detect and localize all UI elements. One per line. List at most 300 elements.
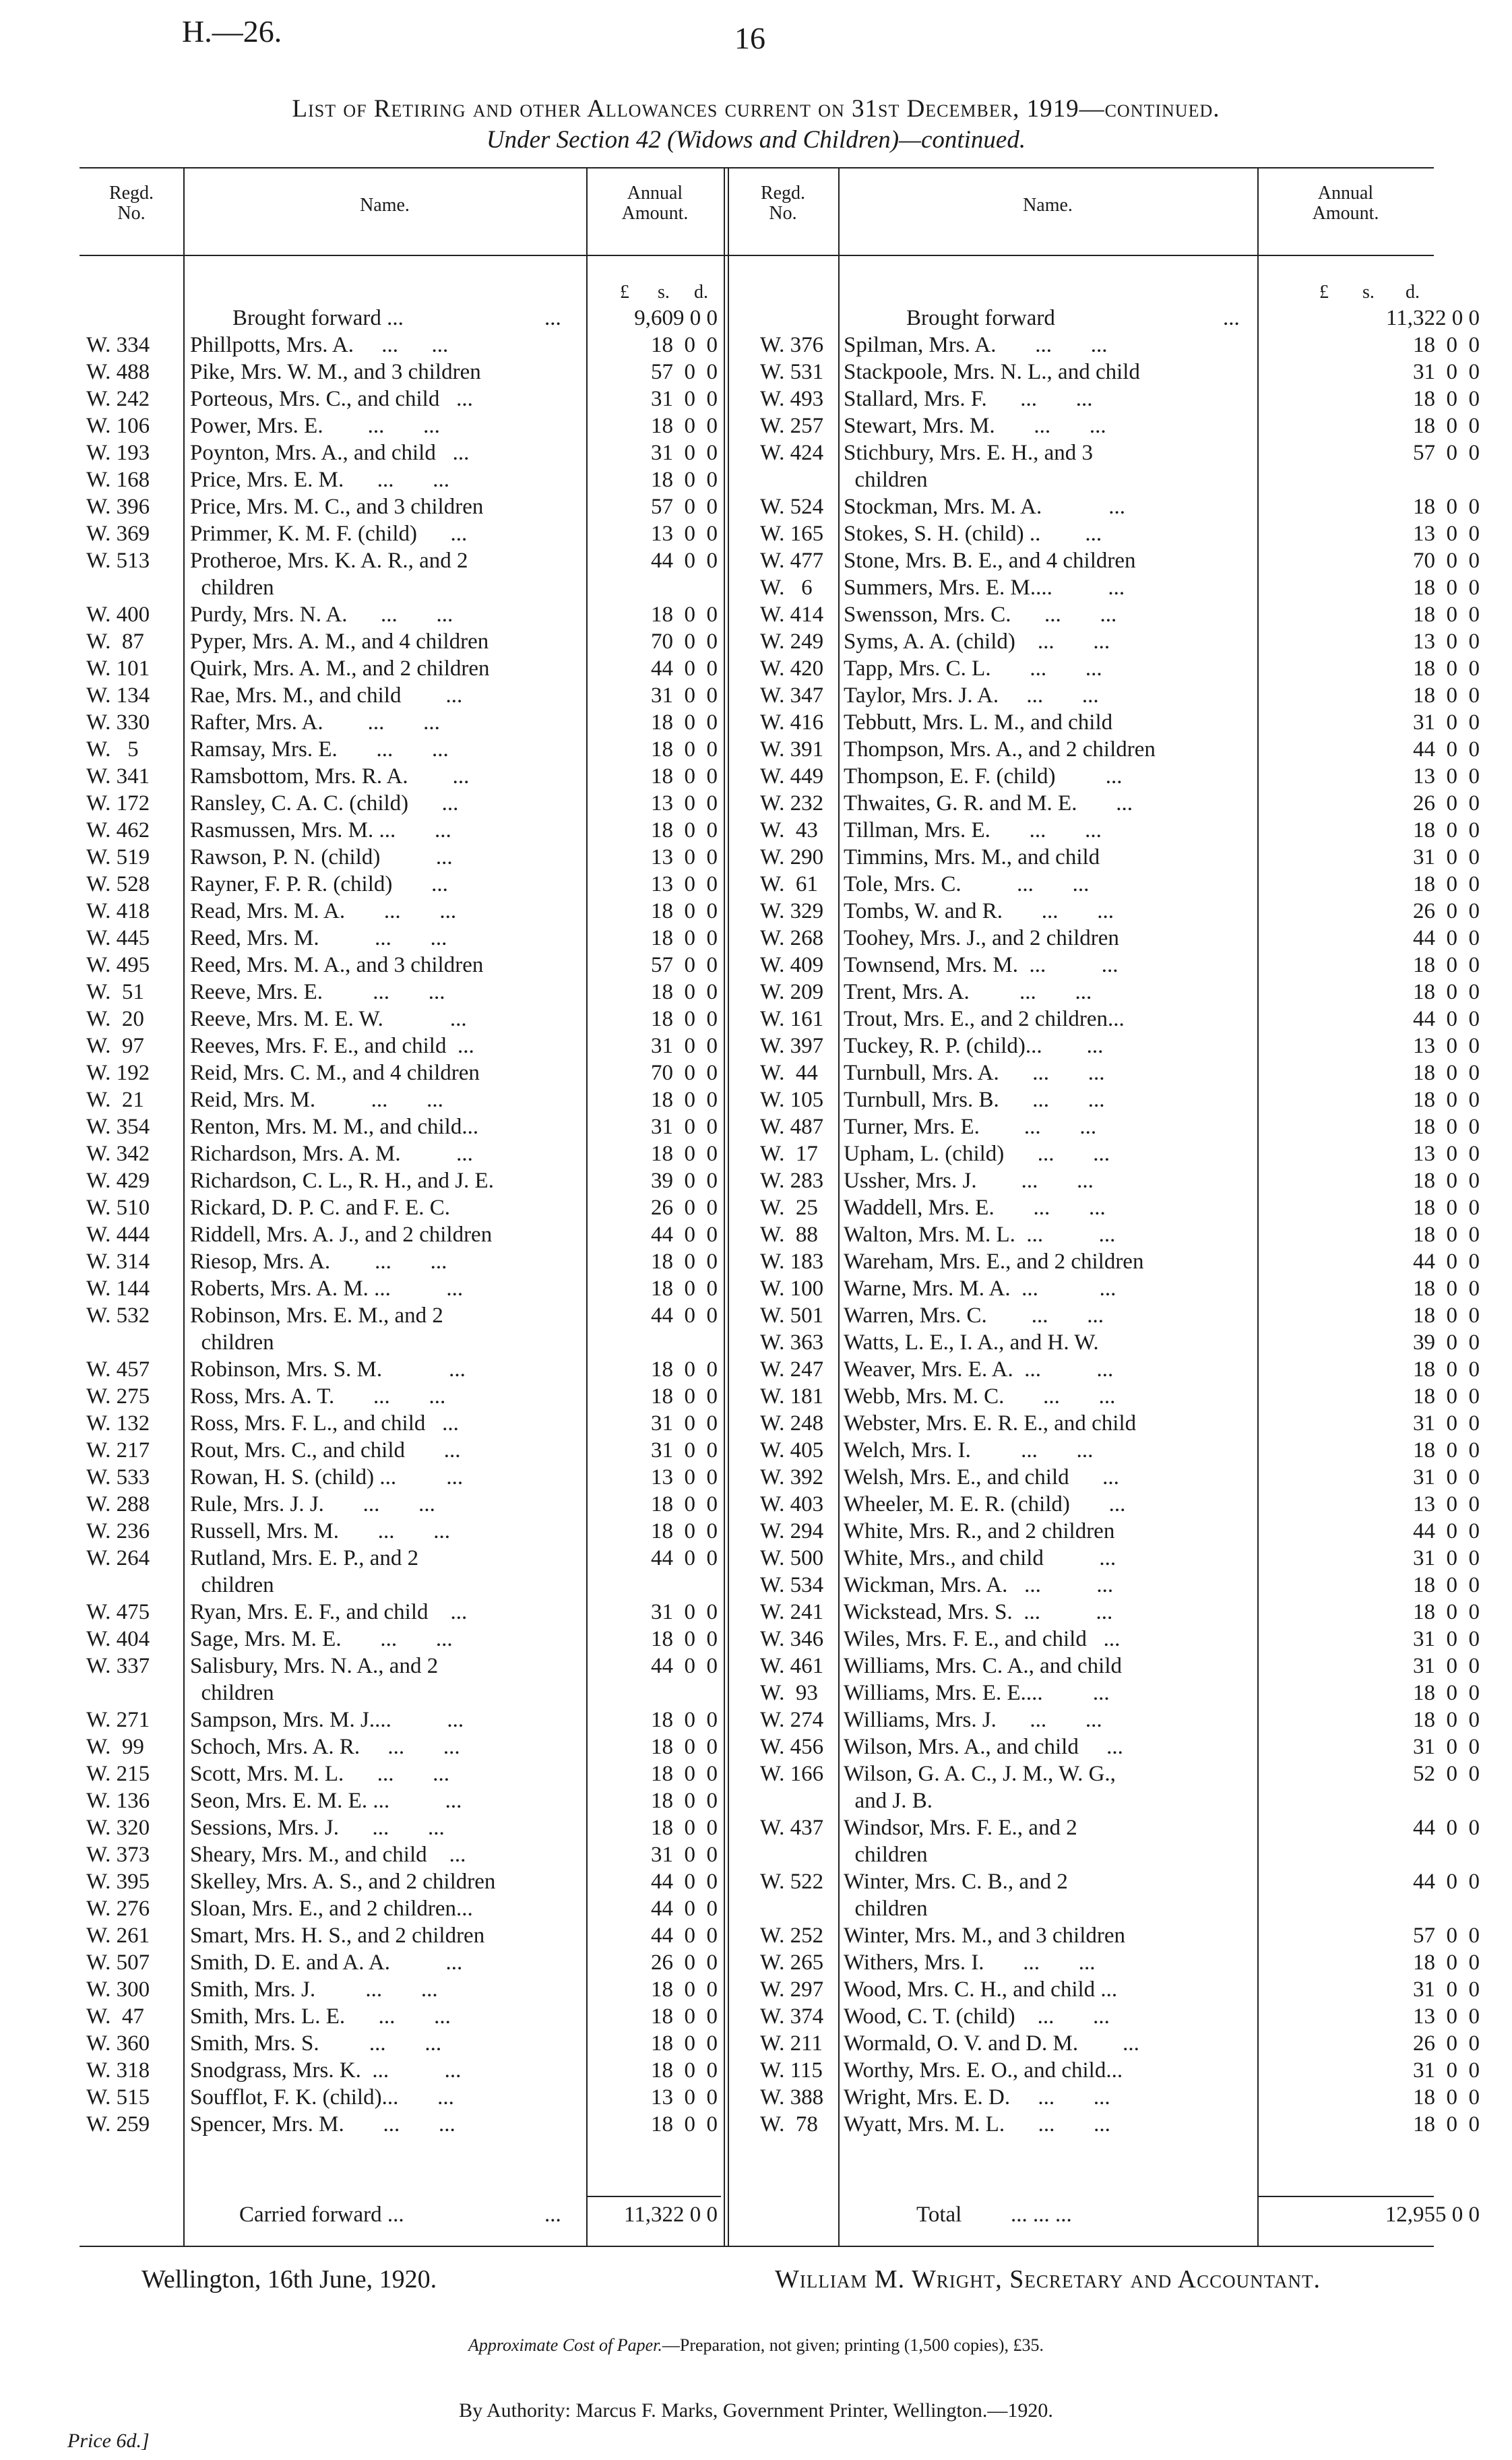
allowee-name: Scott, Mrs. M. L. ... ...: [190, 1762, 450, 1786]
allowee-name: Wareham, Mrs. E., and 2 children: [844, 1250, 1144, 1274]
regd-number: W. 297: [760, 1977, 824, 2002]
regd-number: W. 522: [760, 1870, 824, 1894]
printer-authority: By Authority: Marcus F. Marks, Government Printer, Wellington.—1920.: [459, 2399, 1053, 2422]
allowee-name: Reeve, Mrs. E. ... ...: [190, 980, 445, 1004]
regd-number: W. 373: [86, 1843, 150, 1867]
annual-amount: 44 0 0: [651, 549, 718, 573]
annual-amount: 44 0 0: [1413, 1816, 1480, 1840]
pound-header: £: [620, 282, 629, 303]
annual-amount: 18 0 0: [651, 468, 718, 492]
allowee-name: Townsend, Mrs. M. ... ...: [844, 953, 1119, 977]
allowee-name: children: [190, 576, 274, 600]
allowee-name: Reid, Mrs. M. ... ...: [190, 1088, 443, 1112]
annual-amount: 52 0 0: [1413, 1762, 1480, 1786]
allowee-name: Sampson, Mrs. M. J.... ...: [190, 1708, 464, 1732]
allowee-name: Richardson, Mrs. A. M. ...: [190, 1142, 473, 1166]
allowee-name: Riddell, Mrs. A. J., and 2 children: [190, 1223, 493, 1247]
brought-forward-row: [728, 305, 1512, 332]
regd-number: W. 97: [86, 1034, 144, 1058]
allowee-name: Ransley, C. A. C. (child) ...: [190, 791, 459, 816]
regd-number: W. 288: [86, 1492, 150, 1516]
amount-label: Amount.: [621, 203, 689, 224]
regd-number: W. 360: [86, 2031, 150, 2056]
allowee-name: Wilson, G. A. C., J. M., W. G.,: [844, 1762, 1116, 1786]
cost-note: [0, 2335, 1512, 2356]
allowee-name: Phillpotts, Mrs. A. ... ...: [190, 333, 449, 357]
regd-number: W. 20: [86, 1007, 144, 1031]
annual-amount: 31 0 0: [651, 441, 718, 465]
allowee-name: Rutland, Mrs. E. P., and 2: [190, 1546, 419, 1570]
annual-amount: 31 0 0: [1413, 1411, 1480, 1436]
annual-amount: 44 0 0: [651, 1223, 718, 1247]
regd-number: W. 61: [760, 872, 818, 896]
regd-number: W. 166: [760, 1762, 824, 1786]
allowee-name: Reeve, Mrs. M. E. W. ...: [190, 1007, 467, 1031]
annual-amount: 13 0 0: [651, 2085, 718, 2110]
left-carried-rule: [586, 2196, 721, 2197]
annual-amount: 18 0 0: [1413, 1115, 1480, 1139]
regd-number: W. 100: [760, 1277, 824, 1301]
col-regd-right: [728, 183, 838, 224]
allowee-name: Reeves, Mrs. F. E., and child ...: [190, 1034, 474, 1058]
allowee-name: Wood, Mrs. C. H., and child ...: [844, 1977, 1118, 2002]
annual-amount: 18 0 0: [651, 2112, 718, 2136]
annual-amount: 44 0 0: [1413, 1250, 1480, 1274]
annual-amount: 18 0 0: [651, 1708, 718, 1732]
allowee-name: Pyper, Mrs. A. M., and 4 children: [190, 629, 489, 654]
allowee-name: Stockman, Mrs. M. A. ...: [844, 495, 1126, 519]
regd-number: W. 144: [86, 1277, 150, 1301]
allowee-name: Upham, L. (child) ... ...: [844, 1142, 1110, 1166]
regd-number: W. 416: [760, 710, 824, 735]
annual-amount: 18 0 0: [651, 1762, 718, 1786]
annual-amount: 18 0 0: [651, 1384, 718, 1409]
allowee-name: Turnbull, Mrs. A. ... ...: [844, 1061, 1105, 1085]
regd-number: W. 265: [760, 1950, 824, 1975]
regd-number: W. 444: [86, 1223, 150, 1247]
regd-number: W. 342: [86, 1142, 150, 1166]
regd-label: Regd.: [108, 183, 154, 204]
brought-forward-dots: ...: [1223, 306, 1240, 330]
annual-amount: 18 0 0: [1413, 1950, 1480, 1975]
regd-number: W. 261: [86, 1924, 150, 1948]
annual-amount: 26 0 0: [1413, 899, 1480, 923]
allowee-name: Williams, Mrs. E. E.... ...: [844, 1681, 1110, 1705]
regd-number: W. 403: [760, 1492, 824, 1516]
annual-amount: 18 0 0: [1413, 333, 1480, 357]
allowee-name: Roberts, Mrs. A. M. ... ...: [190, 1277, 464, 1301]
annual-amount: 44 0 0: [651, 656, 718, 681]
annual-amount: 13 0 0: [1413, 1492, 1480, 1516]
regd-number: W. 300: [86, 1977, 150, 2002]
allowee-name: Withers, Mrs. I. ... ...: [844, 1950, 1096, 1975]
regd-number: W. 418: [86, 899, 150, 923]
regd-number: W. 193: [86, 441, 150, 465]
allowee-name: Primmer, K. M. F. (child) ...: [190, 522, 468, 546]
regd-number: W. 136: [86, 1789, 150, 1813]
allowee-name: Timmins, Mrs. M., and child: [844, 845, 1100, 869]
regd-number: W. 510: [86, 1196, 150, 1220]
annual-amount: 57 0 0: [1413, 1924, 1480, 1948]
annual-amount: 31 0 0: [1413, 2058, 1480, 2083]
allowee-name: Rout, Mrs. C., and child ...: [190, 1438, 461, 1463]
annual-amount: 31 0 0: [651, 1115, 718, 1139]
annual-amount: 18 0 0: [1413, 1303, 1480, 1328]
regd-number: W. 78: [760, 2112, 818, 2136]
regd-number: W. 400: [86, 603, 150, 627]
regd-number: W. 409: [760, 953, 824, 977]
allowee-name: Stokes, S. H. (child) .. ...: [844, 522, 1102, 546]
brought-forward-label: Brought forward: [906, 306, 1055, 330]
annual-amount: 18 0 0: [1413, 980, 1480, 1004]
annual-amount: 31 0 0: [651, 387, 718, 411]
regd-number: W. 21: [86, 1088, 144, 1112]
annual-amount: 57 0 0: [651, 360, 718, 384]
right-total-rule: [1257, 2196, 1434, 2197]
regd-number: W. 405: [760, 1438, 824, 1463]
regd-number: W. 424: [760, 441, 824, 465]
allowee-name: Weaver, Mrs. E. A. ... ...: [844, 1357, 1114, 1382]
annual-amount: 18 0 0: [651, 899, 718, 923]
allowee-name: Ross, Mrs. A. T. ... ...: [190, 1384, 446, 1409]
pence-header: d.: [1406, 282, 1420, 303]
annual-amount: 18 0 0: [1413, 1088, 1480, 1112]
regd-number: W. 215: [86, 1762, 150, 1786]
annual-amount: 31 0 0: [651, 1600, 718, 1624]
allowee-name: Tebbutt, Mrs. L. M., and child: [844, 710, 1113, 735]
allowee-name: children: [190, 1330, 274, 1355]
regd-number: W. 392: [760, 1465, 824, 1489]
table-top-rule: [80, 167, 1434, 168]
annual-amount: 70 0 0: [651, 1061, 718, 1085]
allowee-name: Smith, Mrs. L. E. ... ...: [190, 2004, 451, 2029]
allowee-name: Wyatt, Mrs. M. L. ... ...: [844, 2112, 1110, 2136]
regd-number: W. 363: [760, 1330, 824, 1355]
allowee-name: Syms, A. A. (child) ... ...: [844, 629, 1110, 654]
shilling-header: s.: [658, 282, 670, 303]
annual-amount: 18 0 0: [651, 1789, 718, 1813]
regd-number: W. 276: [86, 1897, 150, 1921]
annual-amount: 13 0 0: [651, 791, 718, 816]
allowee-name: Winter, Mrs. C. B., and 2: [844, 1870, 1068, 1894]
regd-number: W. 449: [760, 764, 824, 789]
regd-number: W. 268: [760, 926, 824, 950]
table-header-rule: [80, 255, 1434, 256]
regd-number: W. 17: [760, 1142, 818, 1166]
carried-forward-dots: ...: [544, 2203, 561, 2227]
annual-amount: 18 0 0: [1413, 576, 1480, 600]
annual-amount: 57 0 0: [651, 495, 718, 519]
regd-number: W. 457: [86, 1357, 150, 1382]
annual-amount: 39 0 0: [1413, 1330, 1480, 1355]
annual-amount: 44 0 0: [651, 1303, 718, 1328]
annual-amount: 31 0 0: [1413, 1627, 1480, 1651]
regd-number: W. 51: [86, 980, 144, 1004]
annual-amount: 18 0 0: [1413, 387, 1480, 411]
allowee-name: Seon, Mrs. E. M. E. ... ...: [190, 1789, 462, 1813]
regd-number: W. 395: [86, 1870, 150, 1894]
regd-number: W. 533: [86, 1465, 150, 1489]
allowee-name: Stewart, Mrs. M. ... ...: [844, 414, 1106, 438]
allowee-name: Ramsay, Mrs. E. ... ...: [190, 737, 449, 762]
regd-number: W. 161: [760, 1007, 824, 1031]
allowee-name: Tole, Mrs. C. ... ...: [844, 872, 1090, 896]
allowee-name: Sessions, Mrs. J. ... ...: [190, 1816, 445, 1840]
allowee-name: Reed, Mrs. M. A., and 3 children: [190, 953, 484, 977]
allowee-name: Swensson, Mrs. C. ... ...: [844, 603, 1117, 627]
carried-forward-row: [0, 2201, 728, 2228]
annual-amount: 18 0 0: [651, 764, 718, 789]
allowee-name: and J. B.: [844, 1789, 933, 1813]
annual-amount: 44 0 0: [651, 1654, 718, 1678]
annual-amount: 18 0 0: [651, 603, 718, 627]
price: Price 6d.]: [67, 2430, 150, 2452]
annual-amount: 39 0 0: [651, 1169, 718, 1193]
regd-number: W. 513: [86, 549, 150, 573]
annual-label: Annual: [1317, 183, 1374, 204]
regd-number: W. 515: [86, 2085, 150, 2110]
allowee-name: Warren, Mrs. C. ... ...: [844, 1303, 1104, 1328]
annual-amount: 57 0 0: [1413, 441, 1480, 465]
regd-number: W. 283: [760, 1169, 824, 1193]
allowee-name: Ross, Mrs. F. L., and child ...: [190, 1411, 459, 1436]
allowee-name: Wiles, Mrs. F. E., and child ...: [844, 1627, 1121, 1651]
allowee-name: Welch, Mrs. I. ... ...: [844, 1438, 1094, 1463]
regd-number: W. 290: [760, 845, 824, 869]
place-date: Wellington, 16th June, 1920.: [141, 2265, 437, 2294]
allowee-name: Thompson, Mrs. A., and 2 children: [844, 737, 1156, 762]
annual-amount: 44 0 0: [1413, 1870, 1480, 1894]
annual-amount: 18 0 0: [651, 1519, 718, 1543]
allowee-name: Stallard, Mrs. F. ... ...: [844, 387, 1093, 411]
annual-amount: 13 0 0: [651, 872, 718, 896]
allowee-name: children: [844, 1897, 928, 1921]
regd-number: W. 132: [86, 1411, 150, 1436]
regd-number: W. 165: [760, 522, 824, 546]
allowee-name: Spilman, Mrs. A. ... ...: [844, 333, 1108, 357]
brought-forward-dots: ...: [544, 306, 561, 330]
pound-header: £: [1319, 282, 1329, 303]
regd-number: W. 320: [86, 1816, 150, 1840]
allowee-name: Wood, C. T. (child) ... ...: [844, 2004, 1110, 2029]
page-number: 16: [734, 21, 765, 55]
allowee-name: Wormald, O. V. and D. M. ...: [844, 2031, 1139, 2056]
regd-number: W. 354: [86, 1115, 150, 1139]
allowee-name: Rae, Mrs. M., and child ...: [190, 683, 463, 708]
annual-amount: 18 0 0: [651, 1142, 718, 1166]
regd-number: W. 181: [760, 1384, 824, 1409]
regd-number: W. 528: [86, 872, 150, 896]
annual-amount: 18 0 0: [651, 1357, 718, 1382]
cost-note-label: Approximate Cost of Paper.: [468, 2335, 662, 2355]
allowee-name: Rafter, Mrs. A. ... ...: [190, 710, 440, 735]
regd-number: W. 209: [760, 980, 824, 1004]
regd-number: W. 462: [86, 818, 150, 842]
annual-amount: 44 0 0: [1413, 926, 1480, 950]
brought-forward-label: Brought forward ...: [232, 306, 404, 330]
allowee-name: Snodgrass, Mrs. K. ... ...: [190, 2058, 462, 2083]
regd-number: W. 271: [86, 1708, 150, 1732]
regd-number: W. 115: [760, 2058, 823, 2083]
regd-number: W. 99: [86, 1735, 144, 1759]
annual-amount: 18 0 0: [651, 2004, 718, 2029]
annual-amount: 44 0 0: [651, 1897, 718, 1921]
annual-amount: 18 0 0: [651, 1277, 718, 1301]
regd-number: W. 247: [760, 1357, 824, 1382]
allowee-name: Russell, Mrs. M. ... ...: [190, 1519, 450, 1543]
regd-number: W. 374: [760, 2004, 824, 2029]
brought-forward-row: [0, 305, 728, 332]
annual-amount: 13 0 0: [1413, 522, 1480, 546]
allowee-name: Welsh, Mrs. E., and child ...: [844, 1465, 1119, 1489]
regd-number: W. 477: [760, 549, 824, 573]
regd-number: W. 524: [760, 495, 824, 519]
regd-number: W. 232: [760, 791, 824, 816]
annual-amount: 26 0 0: [651, 1950, 718, 1975]
regd-number: W. 101: [86, 656, 150, 681]
annual-amount: 18 0 0: [651, 1816, 718, 1840]
regd-number: W. 105: [760, 1088, 824, 1112]
allowee-name: Turner, Mrs. E. ... ...: [844, 1115, 1097, 1139]
regd-number: W. 248: [760, 1411, 824, 1436]
regd-number: W. 264: [86, 1546, 150, 1570]
regd-number: W. 501: [760, 1303, 824, 1328]
annual-amount: 31 0 0: [1413, 710, 1480, 735]
annual-amount: 18 0 0: [651, 1977, 718, 2002]
annual-amount: 18 0 0: [1413, 1573, 1480, 1597]
allowee-name: Sheary, Mrs. M., and child ...: [190, 1843, 466, 1867]
regd-number: W. 437: [760, 1816, 824, 1840]
allowee-name: Turnbull, Mrs. B. ... ...: [844, 1088, 1105, 1112]
regd-number: W. 388: [760, 2085, 824, 2110]
annual-amount: 18 0 0: [651, 1250, 718, 1274]
annual-amount: 18 0 0: [651, 1007, 718, 1031]
regd-number: W. 44: [760, 1061, 818, 1085]
annual-amount: 13 0 0: [1413, 629, 1480, 654]
regd-number: W. 294: [760, 1519, 824, 1543]
allowee-name: Purdy, Mrs. N. A. ... ...: [190, 603, 453, 627]
annual-amount: 18 0 0: [651, 2058, 718, 2083]
regd-number: W. 259: [86, 2112, 150, 2136]
allowee-name: Wheeler, M. E. R. (child) ...: [844, 1492, 1126, 1516]
annual-amount: 18 0 0: [1413, 1061, 1480, 1085]
annual-amount: 31 0 0: [1413, 360, 1480, 384]
brought-forward-amount: 9,609 0 0: [634, 306, 718, 330]
annual-amount: 44 0 0: [1413, 737, 1480, 762]
annual-amount: 31 0 0: [1413, 845, 1480, 869]
annual-amount: 18 0 0: [651, 1492, 718, 1516]
annual-amount: 31 0 0: [651, 1843, 718, 1867]
regd-number: W. 192: [86, 1061, 150, 1085]
regd-number: W. 397: [760, 1034, 824, 1058]
allowee-name: White, Mrs., and child ...: [844, 1546, 1116, 1570]
allowee-name: Robinson, Mrs. E. M., and 2: [190, 1303, 443, 1328]
annual-amount: 26 0 0: [651, 1196, 718, 1220]
allowee-name: White, Mrs. R., and 2 children: [844, 1519, 1115, 1543]
allowee-name: children: [844, 468, 928, 492]
annual-amount: 18 0 0: [1413, 2112, 1480, 2136]
regd-number: W. 487: [760, 1115, 824, 1139]
allowee-name: Rule, Mrs. J. J. ... ...: [190, 1492, 435, 1516]
annual-amount: 18 0 0: [1413, 414, 1480, 438]
allowee-name: Poynton, Mrs. A., and child ...: [190, 441, 470, 465]
name-label: Name.: [360, 195, 410, 216]
allowee-name: Tombs, W. and R. ... ...: [844, 899, 1114, 923]
regd-number: W. 347: [760, 683, 824, 708]
regd-number: W. 396: [86, 495, 150, 519]
annual-amount: 13 0 0: [651, 845, 718, 869]
allowee-name: Worthy, Mrs. E. O., and child...: [844, 2058, 1123, 2083]
regd-number: W. 334: [86, 333, 150, 357]
allowee-name: Ussher, Mrs. J. ... ...: [844, 1169, 1094, 1193]
annual-amount: 18 0 0: [651, 2031, 718, 2056]
allowee-name: Trent, Mrs. A. ... ...: [844, 980, 1092, 1004]
regd-number: W. 329: [760, 899, 824, 923]
regd-number: W. 475: [86, 1600, 150, 1624]
allowee-name: Trout, Mrs. E., and 2 children...: [844, 1007, 1125, 1031]
regd-number: W. 168: [86, 468, 150, 492]
col-name-right: [838, 195, 1257, 216]
allowee-name: Ryan, Mrs. E. F., and child ...: [190, 1600, 468, 1624]
column-divider: [728, 168, 729, 2246]
regd-number: W. 318: [86, 2058, 150, 2083]
allowee-name: Spencer, Mrs. M. ... ...: [190, 2112, 455, 2136]
regd-number: W. 488: [86, 360, 150, 384]
regd-number: W. 445: [86, 926, 150, 950]
allowee-name: Stone, Mrs. B. E., and 4 children: [844, 549, 1136, 573]
allowee-name: Smart, Mrs. H. S., and 2 children: [190, 1924, 485, 1948]
allowee-name: Taylor, Mrs. J. A. ... ...: [844, 683, 1099, 708]
no-label: No.: [117, 203, 146, 224]
allowee-name: Williams, Mrs. J. ... ...: [844, 1708, 1102, 1732]
allowee-name: Walton, Mrs. M. L. ... ...: [844, 1223, 1116, 1247]
col-regd-left: [80, 183, 183, 224]
annual-amount: 13 0 0: [1413, 1034, 1480, 1058]
carried-forward-amount: 11,322 0 0: [623, 2203, 718, 2227]
col-name-left: [183, 195, 586, 216]
regd-number: W. 519: [86, 845, 150, 869]
allowee-name: Toohey, Mrs. J., and 2 children: [844, 926, 1119, 950]
allowee-name: Riesop, Mrs. A. ... ...: [190, 1250, 447, 1274]
allowee-name: Rawson, P. N. (child) ...: [190, 845, 453, 869]
regd-number: W. 249: [760, 629, 824, 654]
column-divider: [724, 168, 725, 2246]
allowee-name: Price, Mrs. E. M. ... ...: [190, 468, 449, 492]
brought-forward-amount: 11,322 0 0: [1385, 306, 1480, 330]
annual-amount: 18 0 0: [651, 710, 718, 735]
allowee-name: Warne, Mrs. M. A. ... ...: [844, 1277, 1116, 1301]
annual-amount: 18 0 0: [651, 926, 718, 950]
allowee-name: Rayner, F. P. R. (child) ...: [190, 872, 448, 896]
regd-number: W. 87: [86, 629, 144, 654]
regd-number: W. 429: [86, 1169, 150, 1193]
regd-number: W. 43: [760, 818, 818, 842]
regd-number: W. 456: [760, 1735, 824, 1759]
regd-number: W. 532: [86, 1303, 150, 1328]
regd-number: W. 211: [760, 2031, 823, 2056]
annual-amount: 18 0 0: [1413, 1277, 1480, 1301]
carried-forward-label: Carried forward ...: [239, 2203, 404, 2227]
annual-amount: 18 0 0: [651, 414, 718, 438]
annual-amount: 31 0 0: [1413, 1465, 1480, 1489]
total-dots: ... ... ...: [1011, 2203, 1072, 2227]
allowee-name: Sage, Mrs. M. E. ... ...: [190, 1627, 453, 1651]
annual-amount: 18 0 0: [1413, 1600, 1480, 1624]
allowee-name: Richardson, C. L., R. H., and J. E.: [190, 1169, 494, 1193]
regd-number: W. 241: [760, 1600, 824, 1624]
allowee-name: Wilson, Mrs. A., and child ...: [844, 1735, 1123, 1759]
annual-amount: 70 0 0: [1413, 549, 1480, 573]
